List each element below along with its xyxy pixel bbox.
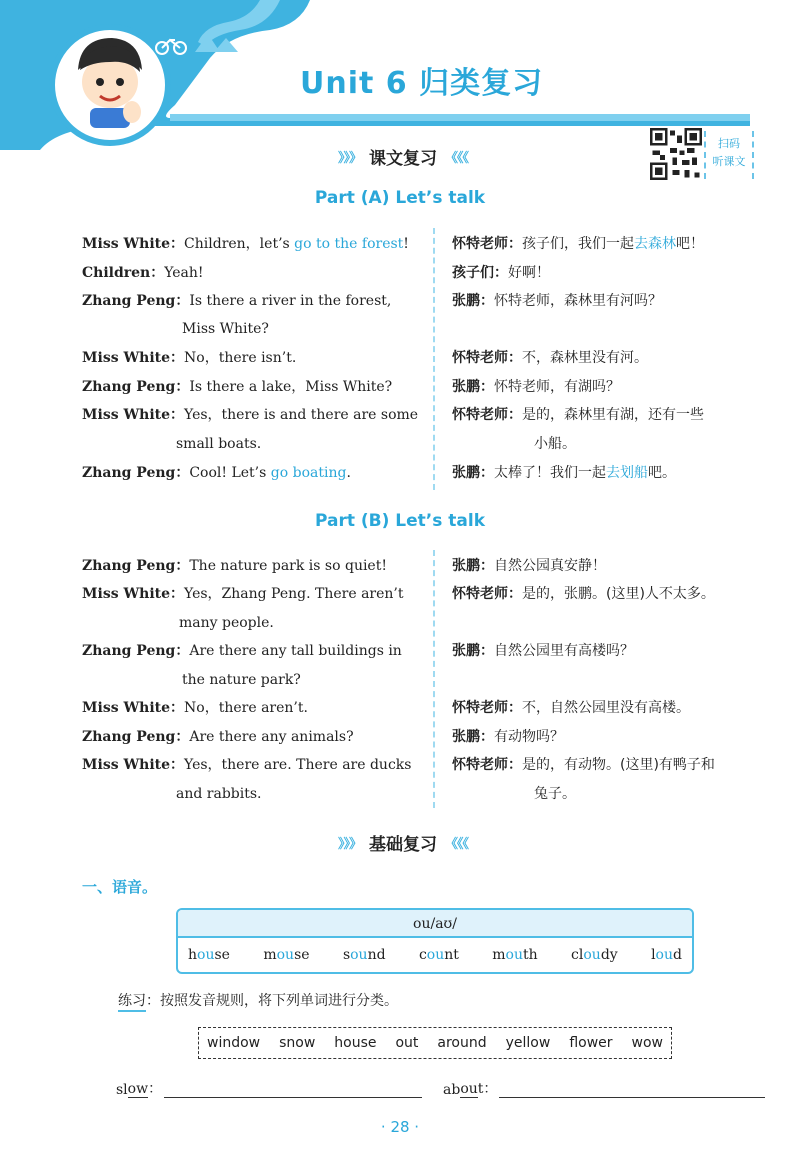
dialogue-line-cn [452, 751, 715, 779]
practice-instruction [118, 990, 398, 1010]
line-text: the nature park? [182, 672, 301, 688]
line-text-end: 吧！ [676, 236, 704, 252]
speaker-name: Zhang Peng： [82, 729, 190, 745]
word-bank [198, 1027, 672, 1059]
dialogue-line-en [82, 580, 404, 608]
speaker-name: Miss White： [82, 700, 185, 716]
qr-note-line2: 听课文 [712, 155, 746, 168]
word-part: d [673, 947, 682, 963]
fill-about [443, 1078, 765, 1098]
phonics-word [343, 947, 386, 963]
line-text: Is there a river in the forest, [189, 293, 392, 309]
key-phrase: go boating [270, 465, 347, 481]
arrows-left-icon: 》》》 [338, 836, 362, 852]
word-bank-item: flower [569, 1035, 613, 1051]
phonics-word [571, 947, 618, 963]
word-bank-item: out [395, 1035, 419, 1051]
dialogue-line-cn [534, 780, 576, 808]
line-text: 怀特老师，森林里有河吗？ [494, 293, 662, 309]
key-phrase: go to the forest [294, 236, 404, 252]
word-vowel: ou [583, 947, 601, 963]
phonics-word [492, 947, 537, 963]
speaker-name: 张鹏： [452, 729, 494, 745]
dialogue-line-cn [452, 580, 715, 608]
dialogue-line-en [82, 344, 296, 372]
arrows-right-icon: 《《《 [445, 150, 469, 166]
fill-slow-prefix: sl [116, 1082, 128, 1098]
word-part: h [188, 947, 198, 963]
line-text: 自然公园真安静！ [494, 558, 606, 574]
word-part: nd [367, 947, 386, 963]
key-phrase: 去森林 [634, 236, 676, 252]
speaker-name: 张鹏： [452, 379, 494, 395]
dialogue-line-en [82, 373, 392, 401]
speaker-name: 怀特老师： [452, 236, 522, 252]
line-text: 是的，张鹏。(这里)人不太多。 [522, 586, 715, 602]
part-a-title: Part (A) Let’s talk [314, 188, 486, 208]
line-text: many people. [179, 615, 274, 631]
phonics-header: ou/aʊ/ [178, 910, 692, 938]
speaker-name: 张鹏： [452, 558, 494, 574]
speaker-name: Children： [82, 265, 165, 281]
dialogue-line-cn [452, 259, 550, 287]
speaker-name: Zhang Peng： [82, 293, 190, 309]
part-a-divider [433, 228, 435, 490]
basic-review-label: 基础复习 [369, 834, 438, 855]
word-vowel: ou [505, 947, 523, 963]
dialogue-line-en [82, 230, 409, 258]
speaker-name: Miss White： [82, 757, 185, 773]
line-text: 好啊！ [508, 265, 550, 281]
line-text: 是的，有动物。(这里)有鸭子和 [522, 757, 715, 773]
dialogue-line-en [82, 694, 308, 722]
qr-note-line1: 扫码 [718, 137, 740, 150]
line-text: 太棒了！我们一起 [494, 465, 606, 481]
word-part: dy [600, 947, 618, 963]
line-text-end: . [346, 465, 351, 481]
word-bank-item: wow [631, 1035, 663, 1051]
dialogue-line-cn [452, 344, 648, 372]
page-title: Unit 6 归类复习 [300, 66, 544, 101]
speaker-name: Zhang Peng： [82, 379, 190, 395]
fill-slow-colon: ： [148, 1081, 163, 1097]
phonics-word [263, 947, 309, 963]
dialogue-line-en [82, 401, 418, 429]
dialogue-line-en [182, 666, 301, 694]
speaker-name: 孩子们： [452, 265, 508, 281]
fill-about-blank[interactable] [499, 1080, 765, 1098]
qr-code-icon[interactable] [650, 128, 702, 180]
line-text: 有动物吗？ [494, 729, 564, 745]
word-vowel: ou [426, 947, 445, 963]
word-part: l [651, 947, 656, 963]
fill-slow-blank[interactable] [164, 1080, 422, 1098]
line-text: No，there aren’t. [184, 700, 308, 716]
speaker-name: Miss White： [82, 586, 185, 602]
dialogue-line-en [82, 552, 387, 580]
lesson-review-label: 课文复习 [369, 148, 438, 169]
line-text: 不，自然公园里没有高楼。 [522, 700, 690, 716]
speaker-name: 怀特老师： [452, 757, 522, 773]
word-bank-item: snow [279, 1035, 316, 1051]
line-text: No，there isn’t. [184, 350, 297, 366]
page-number: · 28 · [380, 1118, 420, 1136]
dialogue-line-cn [452, 459, 676, 487]
line-text: 兔子。 [534, 786, 576, 802]
speaker-name: Zhang Peng： [82, 558, 190, 574]
phonics-word [651, 947, 682, 963]
lesson-review-banner [330, 142, 530, 170]
word-vowel: ou [276, 947, 295, 963]
dialogue-line-en [82, 723, 354, 751]
line-text: Are there any animals? [189, 729, 354, 745]
dialogue-line-en [176, 430, 261, 458]
speaker-name: 怀特老师： [452, 407, 522, 423]
line-text: The nature park is so quiet! [189, 558, 387, 574]
line-text: Cool! Let’s [189, 465, 271, 481]
word-bank-item: house [334, 1035, 377, 1051]
dialogue-line-cn [534, 430, 576, 458]
line-text: 怀特老师，有湖吗？ [494, 379, 620, 395]
dialogue-line-en [176, 780, 261, 808]
dialogue-line-cn [452, 373, 620, 401]
speaker-name: Zhang Peng： [82, 465, 190, 481]
dialogue-line-en [182, 315, 269, 343]
key-phrase: 去划船 [606, 465, 648, 481]
arrows-left-icon: 》》》 [338, 150, 362, 166]
speaker-name: 张鹏： [452, 293, 494, 309]
dialogue-line-cn [452, 401, 704, 429]
word-part: th [523, 947, 538, 963]
word-part: s [342, 947, 351, 963]
speaker-name: 张鹏： [452, 465, 494, 481]
line-text: Miss White? [182, 321, 269, 337]
word-part: m [263, 947, 277, 963]
fill-slow-underlined: ow [127, 1081, 149, 1097]
line-text: Are there any tall buildings in [189, 643, 402, 659]
line-text: small boats. [176, 436, 262, 452]
line-text: Yes，there is and there are some [184, 407, 419, 423]
word-part: m [492, 947, 506, 963]
line-text-end: 吧。 [648, 465, 676, 481]
speaker-name: Miss White： [82, 236, 185, 252]
practice-text: ：按照发音规则，将下列单词进行分类。 [146, 993, 398, 1009]
line-text-end: ! [403, 236, 409, 252]
speaker-name: 怀特老师： [452, 700, 522, 716]
line-text: Yes，there are. There are ducks [184, 757, 412, 773]
fill-about-underlined: ou [460, 1081, 478, 1097]
word-part: c [418, 947, 427, 963]
practice-tag: 练习 [118, 993, 146, 1012]
phonics-word [419, 947, 459, 963]
fill-slow [116, 1078, 422, 1098]
speaker-name: Miss White： [82, 350, 185, 366]
word-vowel: ou [197, 947, 215, 963]
dialogue-line-en [179, 609, 274, 637]
dialogue-line-cn [452, 637, 634, 665]
word-bank-item: around [437, 1035, 487, 1051]
dialogue-line-en [82, 287, 391, 315]
word-part: se [294, 947, 310, 963]
qr-note [704, 131, 754, 179]
basic-review-banner [330, 828, 530, 856]
line-text: 孩子们，我们一起 [522, 236, 634, 252]
line-text: and rabbits. [176, 786, 262, 802]
line-text: Is there a lake，Miss White? [189, 379, 393, 395]
fill-about-colon: t： [477, 1081, 498, 1097]
line-text: 小船。 [534, 436, 576, 452]
dialogue-line-cn [452, 694, 690, 722]
line-text: Yes，Zhang Peng. There aren’t [184, 586, 404, 602]
phonics-word-list [178, 938, 692, 972]
speaker-name: Miss White： [82, 407, 185, 423]
speaker-name: 张鹏： [452, 643, 494, 659]
speaker-name: Zhang Peng： [82, 643, 190, 659]
arrows-right-icon: 《《《 [445, 836, 469, 852]
word-part: se [214, 947, 230, 963]
word-part: cl [571, 947, 584, 963]
line-text: Children，let’s [184, 236, 295, 252]
word-bank-item: window [207, 1035, 261, 1051]
word-vowel: ou [350, 947, 368, 963]
line-text: 自然公园里有高楼吗？ [494, 643, 634, 659]
phonics-box [176, 908, 694, 974]
line-text: 是的，森林里有湖，还有一些 [522, 407, 704, 423]
dialogue-line-en [82, 637, 402, 665]
speaker-name: 怀特老师： [452, 586, 522, 602]
line-text: 不，森林里没有河。 [522, 350, 648, 366]
part-b-divider [433, 550, 435, 808]
speaker-name: 怀特老师： [452, 350, 522, 366]
fill-about-prefix: ab [443, 1082, 461, 1098]
dialogue-line-cn [452, 230, 704, 258]
part-b-title: Part (B) Let’s talk [314, 511, 486, 531]
dialogue-line-en [82, 751, 411, 779]
dialogue-line-cn [452, 287, 662, 315]
word-part: nt [444, 947, 459, 963]
section-1-label: 一、语音。 [82, 878, 158, 896]
dialogue-line-en [82, 259, 204, 287]
dialogue-line-en [82, 459, 351, 487]
word-bank-item: yellow [505, 1035, 551, 1051]
line-text: Yeah! [164, 265, 204, 281]
word-vowel: ou [655, 947, 673, 963]
dialogue-line-cn [452, 723, 564, 751]
dialogue-line-cn [452, 552, 606, 580]
phonics-word [188, 947, 230, 963]
